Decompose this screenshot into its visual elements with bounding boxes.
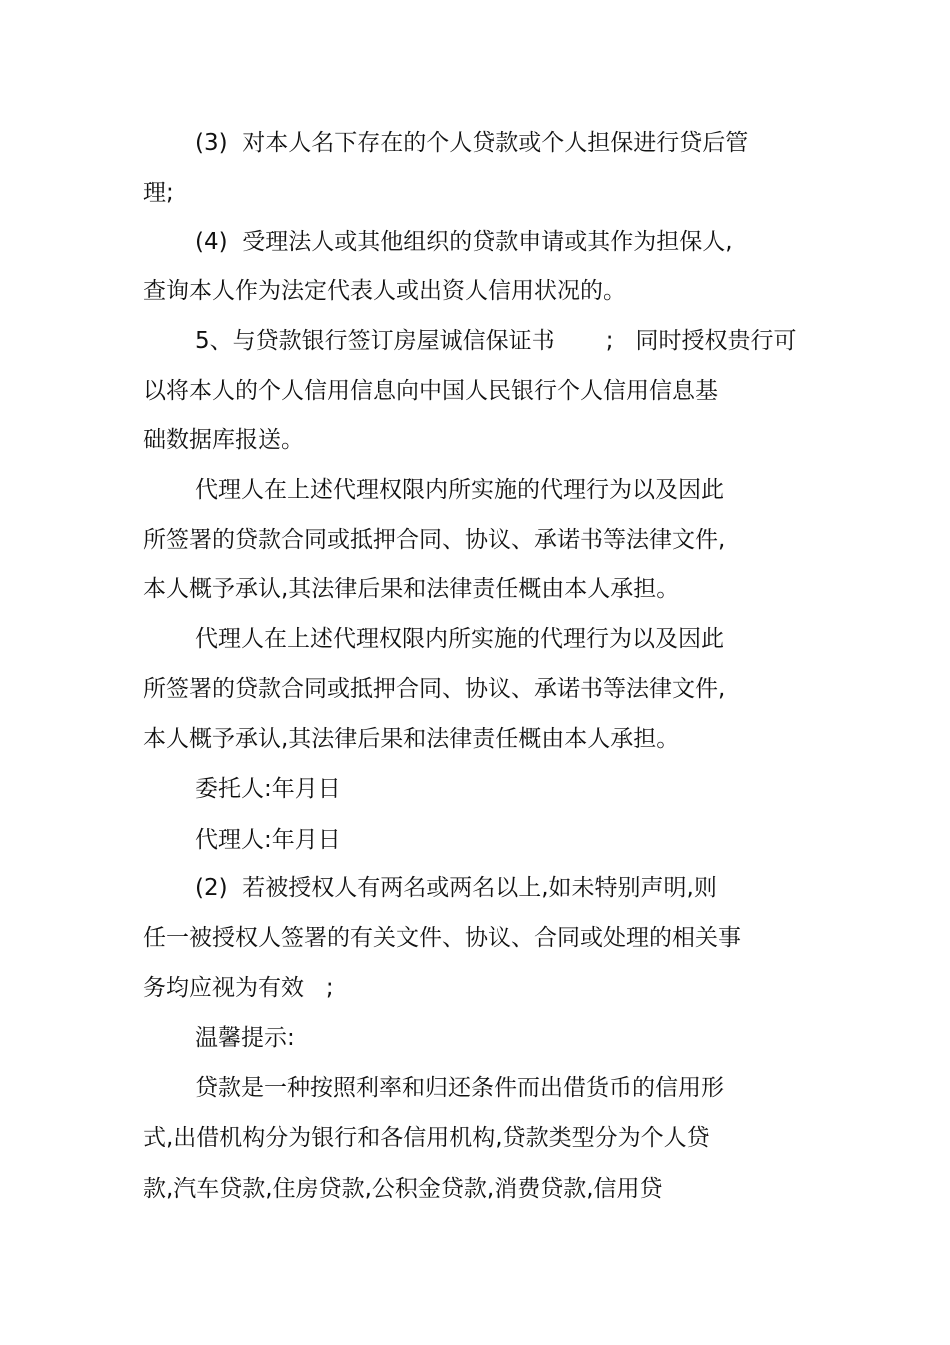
- text-line: 础数据库报送。: [143, 427, 304, 453]
- text-line: 温馨提示:: [195, 1025, 295, 1051]
- text-line: 所签署的贷款合同或抵押合同、协议、承诺书等法律文件,: [143, 676, 726, 702]
- text-line: (2) 若被授权人有两名或两名以上,如未特别声明,则: [195, 875, 717, 901]
- text-line: 式,出借机构分为银行和各信用机构,贷款类型分为个人贷: [143, 1125, 710, 1151]
- text-line: 任一被授权人签署的有关文件、协议、合同或处理的相关事: [143, 925, 741, 951]
- text-line: 代理人:年月日: [195, 827, 341, 853]
- text-line: 所签署的贷款合同或抵押合同、协议、承诺书等法律文件,: [143, 527, 726, 553]
- text-line: 贷款是一种按照利率和归还条件而出借货币的信用形: [195, 1075, 724, 1101]
- text-line: 代理人在上述代理权限内所实施的代理行为以及因此: [195, 626, 724, 652]
- text-line: 5、与贷款银行签订房屋诚信保证书 ; 同时授权贵行可: [195, 328, 797, 354]
- text-line: (4) 受理法人或其他组织的贷款申请或其作为担保人,: [195, 229, 733, 255]
- text-line: 本人概予承认,其法律后果和法律责任概由本人承担。: [143, 726, 680, 752]
- text-line: 本人概予承认,其法律后果和法律责任概由本人承担。: [143, 576, 680, 602]
- text-line: 查询本人作为法定代表人或出资人信用状况的。: [143, 278, 626, 304]
- text-line: 代理人在上述代理权限内所实施的代理行为以及因此: [195, 477, 724, 503]
- text-line: 款,汽车贷款,住房贷款,公积金贷款,消费贷款,信用贷: [143, 1176, 663, 1202]
- text-line: 委托人:年月日: [195, 776, 341, 802]
- text-line: 以将本人的个人信用信息向中国人民银行个人信用信息基: [143, 378, 718, 404]
- text-line: 理;: [143, 180, 174, 206]
- text-line: (3) 对本人名下存在的个人贷款或个人担保进行贷后管: [195, 130, 749, 156]
- text-line: 务均应视为有效 ;: [143, 975, 334, 1001]
